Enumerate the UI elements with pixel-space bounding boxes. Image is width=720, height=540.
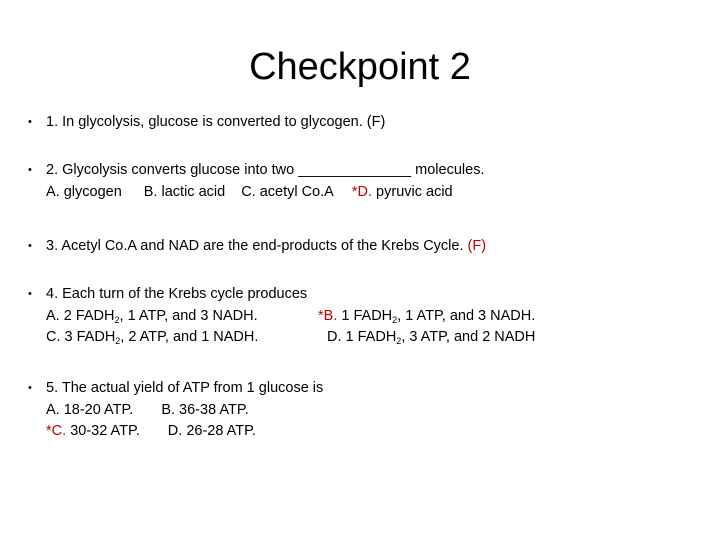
question-4-options-row-1 bbox=[46, 306, 535, 328]
slide-title: Checkpoint 2 bbox=[249, 46, 471, 88]
question-2-options bbox=[46, 182, 484, 204]
question-5-option-d: D. 26-28 ATP. bbox=[167, 423, 256, 439]
question-4-option-c: C. 3 $FADH_2$, 2 ATP, and 1 NADH. bbox=[46, 329, 259, 346]
bullet-icon: • bbox=[28, 116, 32, 128]
question-5-option-c: 30-32 ATP. bbox=[70, 423, 140, 439]
question-5-option-b: B. 36-38 ATP. bbox=[161, 401, 249, 418]
question-2-option-d: pyruvic acid bbox=[376, 183, 453, 200]
question-3-answer: (F) bbox=[467, 238, 487, 254]
bullet-icon: • bbox=[28, 288, 32, 300]
question-4-options-row-2 bbox=[46, 327, 535, 349]
question-4-option-b: *B. 1 $FADH_2$, 1 ATP, and 3 NADH. bbox=[318, 307, 536, 325]
question-1-text: 1. In glycolysis, glucose is converted to glycogen. bbox=[46, 114, 363, 130]
question-5-options-row-1 bbox=[46, 400, 323, 422]
bullet-icon: • bbox=[28, 240, 32, 252]
question-5-options-row-2 bbox=[46, 421, 323, 443]
question-5-correct-marker: *C. bbox=[46, 423, 67, 439]
question-5-option-a: A. 18-20 ATP. bbox=[46, 401, 134, 418]
bullet-icon: • bbox=[28, 382, 32, 394]
question-4-option-d: D. 1 $FADH_2$, 3 ATP, and 2 NADH bbox=[327, 329, 536, 346]
question-3-line bbox=[46, 236, 486, 258]
question-5-text: 5. The actual yield of ATP from 1 glucose is bbox=[46, 380, 324, 396]
question-4-text: 4. Each turn of the Krebs cycle produces bbox=[46, 286, 308, 302]
question-2-text: 2. Glycolysis converts glucose into two ______________ molecules. bbox=[46, 162, 485, 178]
bullet-icon: • bbox=[28, 164, 32, 176]
question-1-line bbox=[46, 112, 385, 134]
question-3-text: 3. Acetyl Co.A and NAD are the end-products of the Krebs Cycle. bbox=[46, 238, 464, 254]
question-2-option-b: B. lactic acid bbox=[143, 183, 226, 200]
question-4-correct-marker: *B. bbox=[318, 307, 338, 324]
question-4-option-a: A. 2 $FADH_2$, 1 ATP, and 3 NADH. bbox=[46, 307, 258, 325]
question-2-option-c: C. acetyl Co.A bbox=[241, 183, 334, 200]
question-2-correct-marker: *D. bbox=[351, 183, 373, 200]
question-2-option-a: A. glycogen bbox=[46, 183, 122, 200]
question-1-answer: (F) bbox=[366, 114, 386, 130]
